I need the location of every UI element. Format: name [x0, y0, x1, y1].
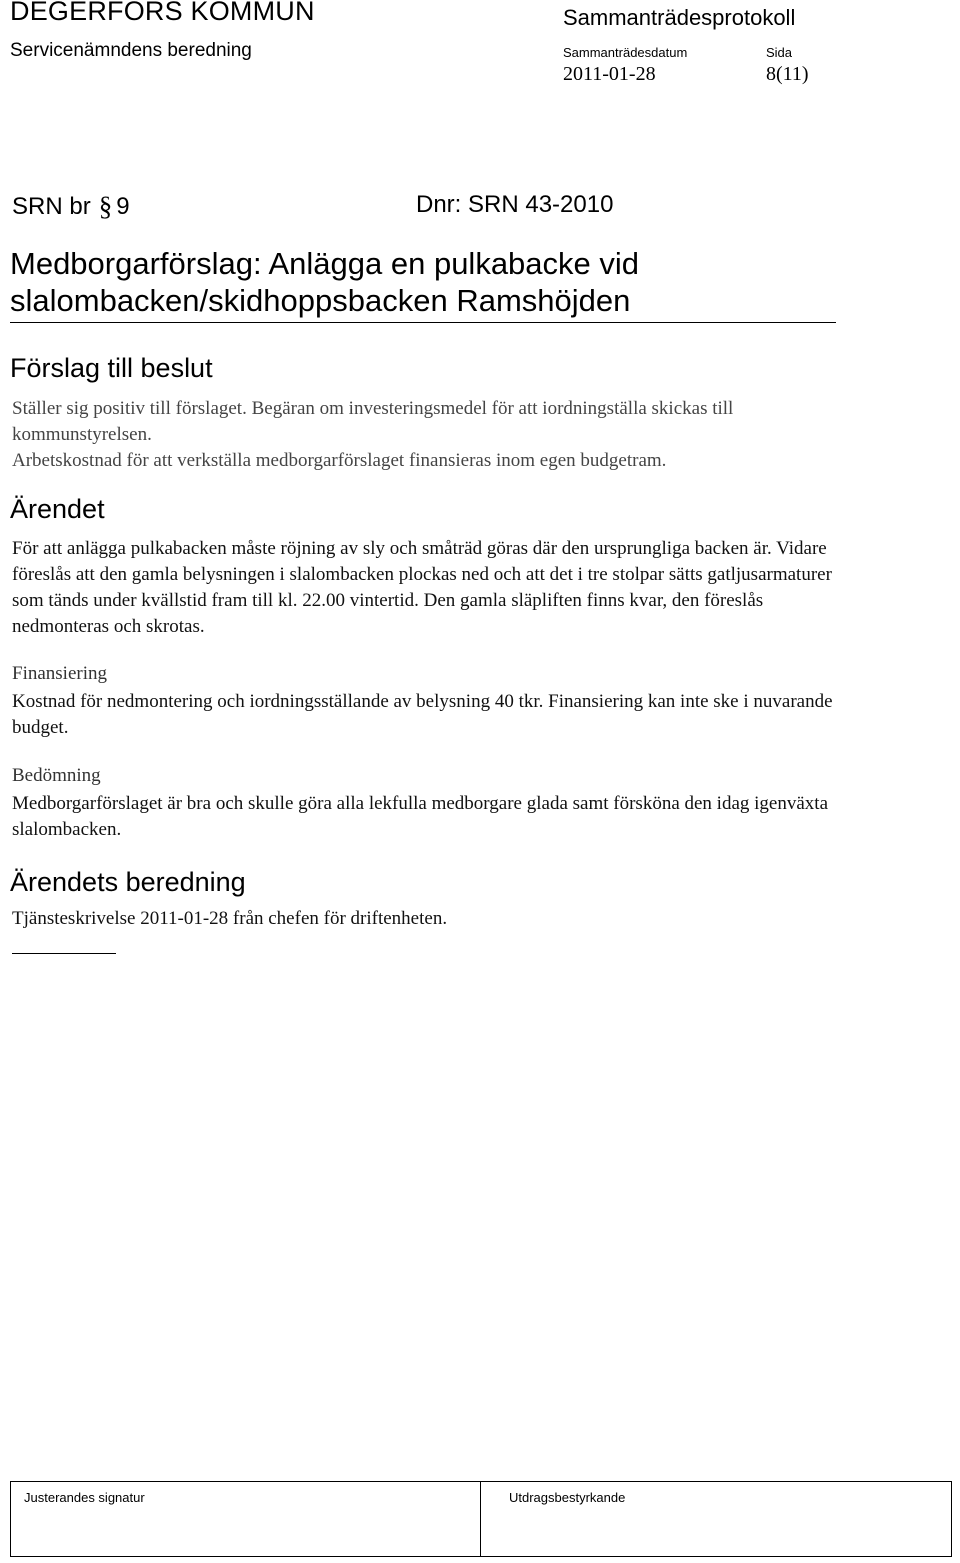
- certification-field-label: Utdragsbestyrkande: [509, 1490, 626, 1505]
- item-title-line-2: slalombacken/skidhoppsbacken Ramshöjden: [10, 283, 631, 318]
- meeting-date-label: Sammanträdesdatum: [563, 45, 688, 60]
- item-title-line-1: Medborgarförslag: Anlägga en pulkabacke vid: [10, 246, 640, 281]
- preparation-heading: Ärendets beredning: [10, 867, 246, 897]
- matter-heading: Ärendet: [10, 494, 105, 524]
- page-label: Sida: [766, 45, 793, 60]
- proposal-line-3: Arbetskostnad för att verkställa medborgarförslaget finansieras inom egen budgetram.: [12, 450, 667, 471]
- assessment-heading: Bedömning: [12, 765, 101, 786]
- title-underline: [10, 322, 836, 323]
- item-title: [10, 245, 639, 319]
- department-name: Servicenämndens beredning: [10, 40, 252, 61]
- diary-number: Dnr: SRN 43-2010: [416, 191, 614, 218]
- proposal-line-1: Ställer sig positiv till förslaget. Begäran om investeringsmedel för att iordningställa skickas till: [12, 398, 734, 419]
- closing-rule: [12, 953, 116, 954]
- signature-field-label: Justerandes signatur: [24, 1490, 145, 1505]
- section-prefix: SRN br: [12, 193, 91, 220]
- proposal-line-2: kommunstyrelsen.: [12, 424, 152, 445]
- section-symbol: §: [98, 191, 113, 221]
- preparation-paragraph: Tjänsteskrivelse 2011-01-28 från chefen för driftenheten.: [12, 908, 448, 929]
- assessment-paragraph: Medborgarförslaget är bra och skulle göra alla lekfulla medborgare glada samt försköna den idag igenväxta slalombacken.: [12, 793, 828, 840]
- section-number: 9: [116, 193, 130, 220]
- financing-paragraph: Kostnad för nedmontering och iordningsställande av belysning 40 tkr. Finansiering kan inte ske i nuvarande budget.: [12, 691, 833, 738]
- financing-heading: Finansiering: [12, 663, 107, 684]
- document-type: Sammanträdesprotokoll: [563, 5, 796, 30]
- proposal-text: [12, 396, 862, 474]
- page-number: 8(11): [766, 63, 809, 85]
- matter-paragraph: För att anlägga pulkabacken måste röjning av sly och småträd göras där den ursprungliga backen är. Vidare föreslås att den gamla belysningen i slalombacken plockas ned och att det i tre stolpar sätts gatljusarmaturer som tänds under kvällstid fram till kl. 22.00 vintertid. Den gamla släpliften finns kvar, den föreslås nedmonteras och skrotas.: [12, 538, 832, 637]
- organization-name: DEGERFORS KOMMUN: [10, 0, 315, 26]
- footer-box: [10, 1481, 952, 1557]
- proposal-heading: Förslag till beslut: [10, 353, 213, 383]
- footer-divider: [480, 1481, 481, 1557]
- section-identifier: [12, 191, 130, 222]
- meeting-date-value: 2011-01-28: [563, 63, 656, 85]
